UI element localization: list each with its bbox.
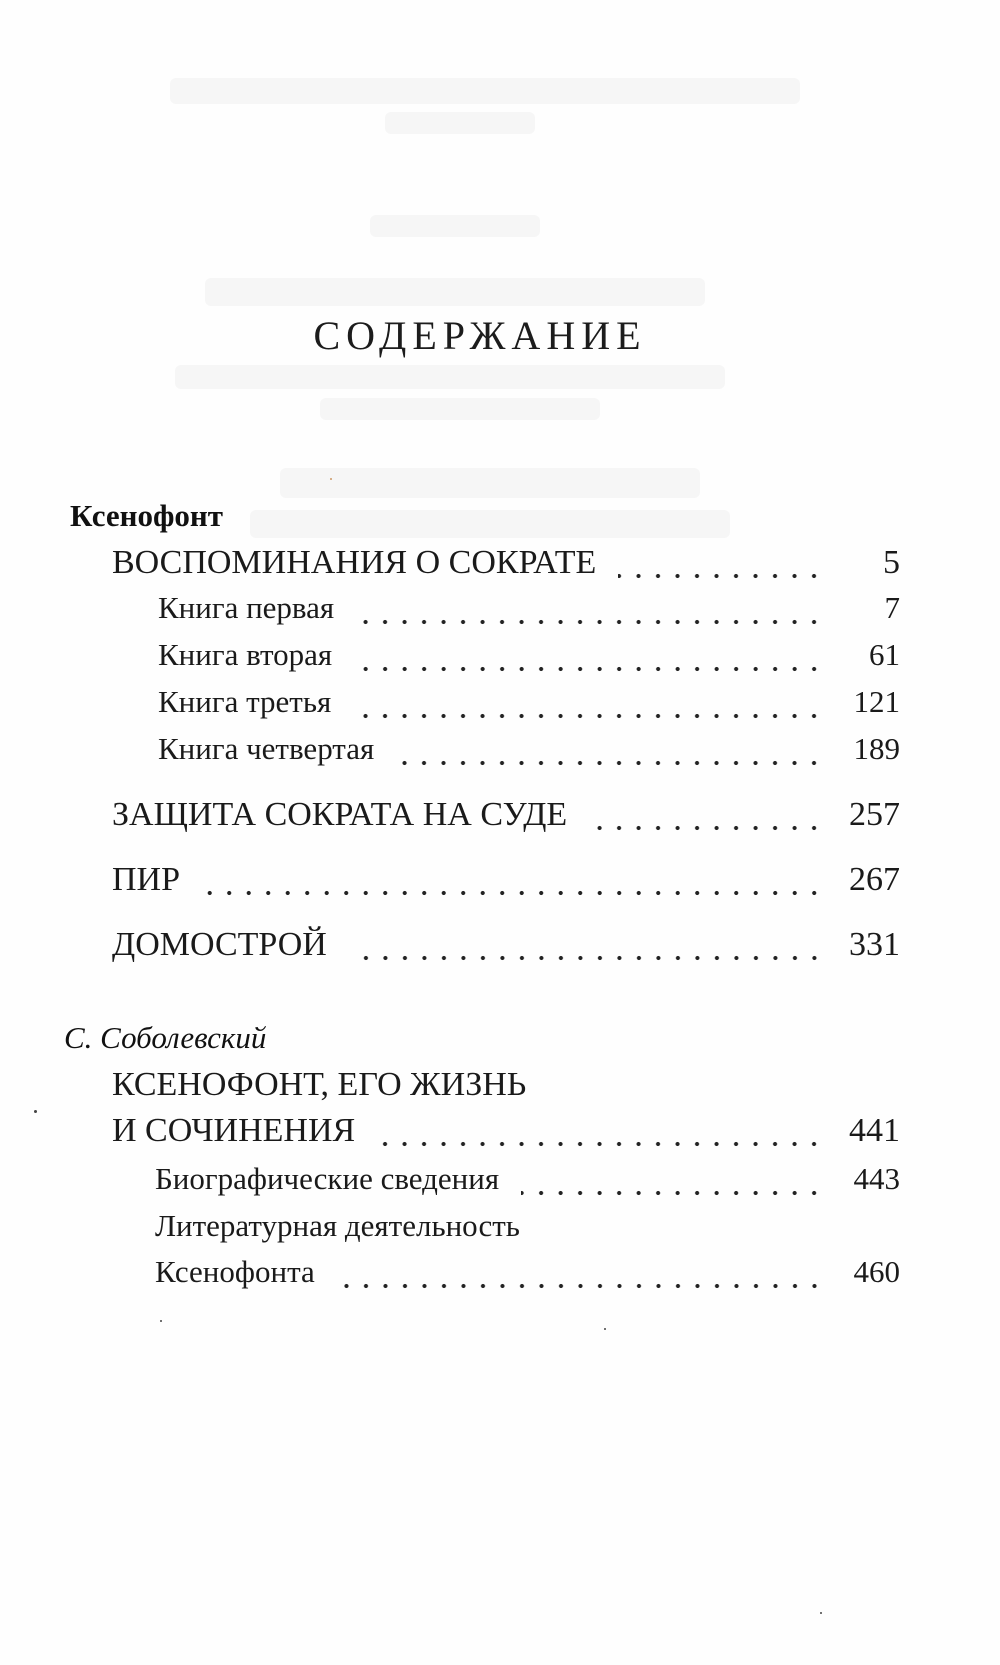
show-through-mark (280, 468, 700, 498)
section-author: С. Соболевский (64, 1020, 267, 1055)
toc-entry-page: 267 (849, 861, 900, 898)
toc-entry-page: 61 (869, 637, 900, 672)
toc-entry-page: 441 (849, 1112, 900, 1149)
toc-entry-page: 121 (853, 684, 900, 719)
dot-leader (618, 572, 824, 580)
toc-entry-page: 7 (884, 590, 900, 625)
toc-entry[interactable] (112, 861, 900, 905)
scan-speck (604, 1328, 606, 1330)
dot-leader (521, 1189, 824, 1197)
toc-entry-page: 189 (853, 731, 900, 766)
section-author: Ксенофонт (70, 498, 224, 533)
scan-speck (330, 478, 332, 480)
scan-speck (160, 1320, 162, 1322)
page-title: СОДЕРЖАНИЕ (313, 313, 647, 358)
show-through-mark (250, 510, 730, 538)
toc-entry-label: Книга вторая (158, 637, 333, 672)
toc-entry-page: 460 (853, 1254, 900, 1289)
toc-entry-label: Книга первая (158, 590, 335, 625)
toc-entry[interactable] (158, 731, 900, 775)
toc-entry-label-line1: КСЕНОФОНТ, ЕГО ЖИЗНЬ (112, 1066, 527, 1103)
toc-entry-label: ПИР (112, 861, 181, 898)
dot-leader (377, 1140, 824, 1148)
toc-entry-label: ЗАЩИТА СОКРАТА НА СУДЕ (112, 796, 568, 833)
toc-entry-label: Ксенофонта (155, 1254, 315, 1289)
toc-entry-label: Биографические сведения (155, 1161, 500, 1196)
toc-entry[interactable] (112, 1112, 900, 1156)
toc-entry[interactable] (158, 684, 900, 728)
toc-entry-page: 5 (883, 544, 900, 581)
dot-leader (356, 618, 824, 626)
show-through-mark (320, 398, 600, 420)
toc-entry-label: И СОЧИНЕНИЯ (112, 1112, 356, 1149)
toc-entry-label: ВОСПОМИНАНИЯ О СОКРАТЕ (112, 544, 597, 581)
toc-entry-label: ДОМОСТРОЙ (112, 926, 327, 963)
toc-entry[interactable] (112, 926, 900, 970)
toc-entry[interactable] (155, 1254, 900, 1298)
toc-entry-label: Книга третья (158, 684, 332, 719)
show-through-mark (175, 365, 725, 389)
dot-leader (337, 1282, 824, 1290)
toc-entry-label-line1: Литературная деятельность (155, 1208, 520, 1243)
dot-leader (396, 759, 824, 767)
dot-leader (589, 824, 824, 832)
scan-speck (820, 1612, 822, 1614)
toc-entry[interactable] (155, 1161, 900, 1205)
toc-entry-page: 443 (853, 1161, 900, 1196)
dot-leader (353, 712, 824, 720)
toc-entry[interactable] (158, 637, 900, 681)
dot-leader (354, 665, 824, 673)
toc-entry[interactable] (112, 796, 900, 840)
scan-speck (34, 1110, 37, 1113)
toc-entry-page: 331 (849, 926, 900, 963)
toc-entry-page: 257 (849, 796, 900, 833)
toc-entry[interactable] (158, 590, 900, 634)
toc-entry[interactable] (112, 544, 900, 588)
show-through-mark (205, 278, 705, 306)
dot-leader (349, 954, 824, 962)
show-through-mark (385, 112, 535, 134)
show-through-mark (370, 215, 540, 237)
toc-entry-label: Книга четвертая (158, 731, 375, 766)
show-through-mark (170, 78, 800, 104)
dot-leader (202, 889, 824, 897)
